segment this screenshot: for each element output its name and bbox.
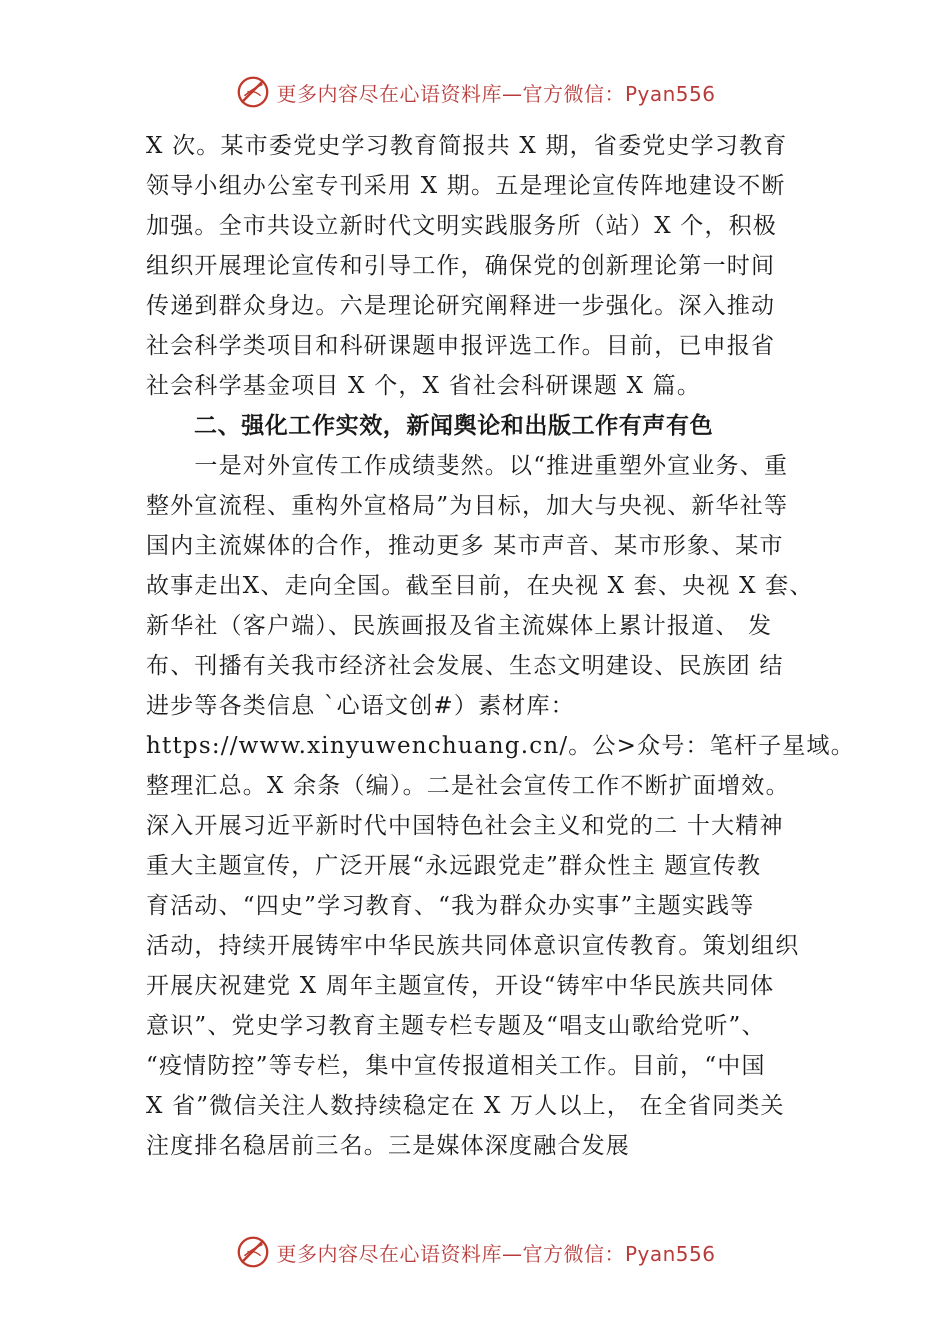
- text-line: 重大主题宣传，广泛开展“永远跟党走”群众性主 题宣传教: [146, 853, 762, 879]
- text-line: 新华社（客户端）、民族画报及省主流媒体上累计报道、 发: [146, 613, 773, 639]
- section-heading: 二、强化工作实效，新闻舆论和出版工作有声有色: [194, 413, 714, 439]
- text-line: 布、刊播有关我市经济社会发展、生态文明建设、民族团 结: [146, 653, 784, 679]
- text-line: 故事走出X、走向全国。截至目前，在央视 X 套、央视 X 套、: [146, 573, 814, 599]
- text-line: 意识”、党史学习教育主题专栏专题及“唱支山歌给党听”、: [146, 1013, 766, 1039]
- text-line: 整外宣流程、重构外宣格局”为目标，加大与央视、新华社等: [146, 493, 789, 519]
- text-line: 注度排名稳居前三名。三是媒体深度融合发展: [146, 1133, 630, 1159]
- pen-circle-logo-icon: [234, 1233, 272, 1271]
- footer-banner: [0, 1232, 950, 1272]
- text-line: 组织开展理论宣传和引导工作，确保党的创新理论第一时间: [146, 253, 776, 279]
- text-line: 整理汇总。X 余条（编）。二是社会宣传工作不断扩面增效。: [146, 773, 790, 799]
- text-line: 进步等各类信息 `心语文创#）素材库：: [146, 693, 575, 719]
- header-banner: [0, 72, 950, 112]
- text-line: 传递到群众身边。六是理论研究阐释进一步强化。深入推动: [146, 293, 776, 319]
- document-body: [146, 126, 855, 1166]
- pen-circle-logo-icon: [234, 73, 272, 111]
- text-line: 育活动、“四史”学习教育、“我为群众办实事”主题实践等: [146, 893, 755, 919]
- text-line: 社会科学类项目和科研课题申报评选工作。目前，已申报省: [146, 333, 776, 359]
- text-line: 深入开展习近平新时代中国特色社会主义和党的二 十大精神: [146, 813, 784, 839]
- text-line: 加强。全市共设立新时代文明实践服务所（站）X 个，积极: [146, 213, 778, 239]
- text-line: X 省”微信关注人数持续稳定在 X 万人以上， 在全省同类关: [146, 1093, 785, 1119]
- text-line: 领导小组办公室专刊采用 X 期。五是理论宣传阵地建设不断: [146, 173, 786, 199]
- text-line: 活动，持续开展铸牢中华民族共同体意识宣传教育。策划组织: [146, 933, 800, 959]
- text-line: X 次。某市委党史学习教育简报共 X 期，省委党史学习教育: [146, 133, 788, 159]
- text-line: “疫情防控”等专栏，集中宣传报道相关工作。目前，“中国: [146, 1053, 766, 1079]
- url-line: https://www.xinyuwenchuang.cn/。公>众号：笔杆子星域。: [146, 733, 855, 759]
- banner-text: 更多内容尽在心语资料库—官方微信：Pyan556: [276, 81, 716, 106]
- text-line: 开展庆祝建党 X 周年主题宣传，开设“铸牢中华民族共同体: [146, 973, 775, 999]
- text-line: 社会科学基金项目 X 个，X 省社会科研课题 X 篇。: [146, 373, 702, 399]
- text-line: 国内主流媒体的合作，推动更多 某市声音、某市形象、某市: [146, 533, 784, 559]
- text-line: 一是对外宣传工作成绩斐然。以“推进重塑外宣业务、重: [146, 453, 789, 479]
- banner-text: 更多内容尽在心语资料库—官方微信：Pyan556: [276, 1241, 716, 1266]
